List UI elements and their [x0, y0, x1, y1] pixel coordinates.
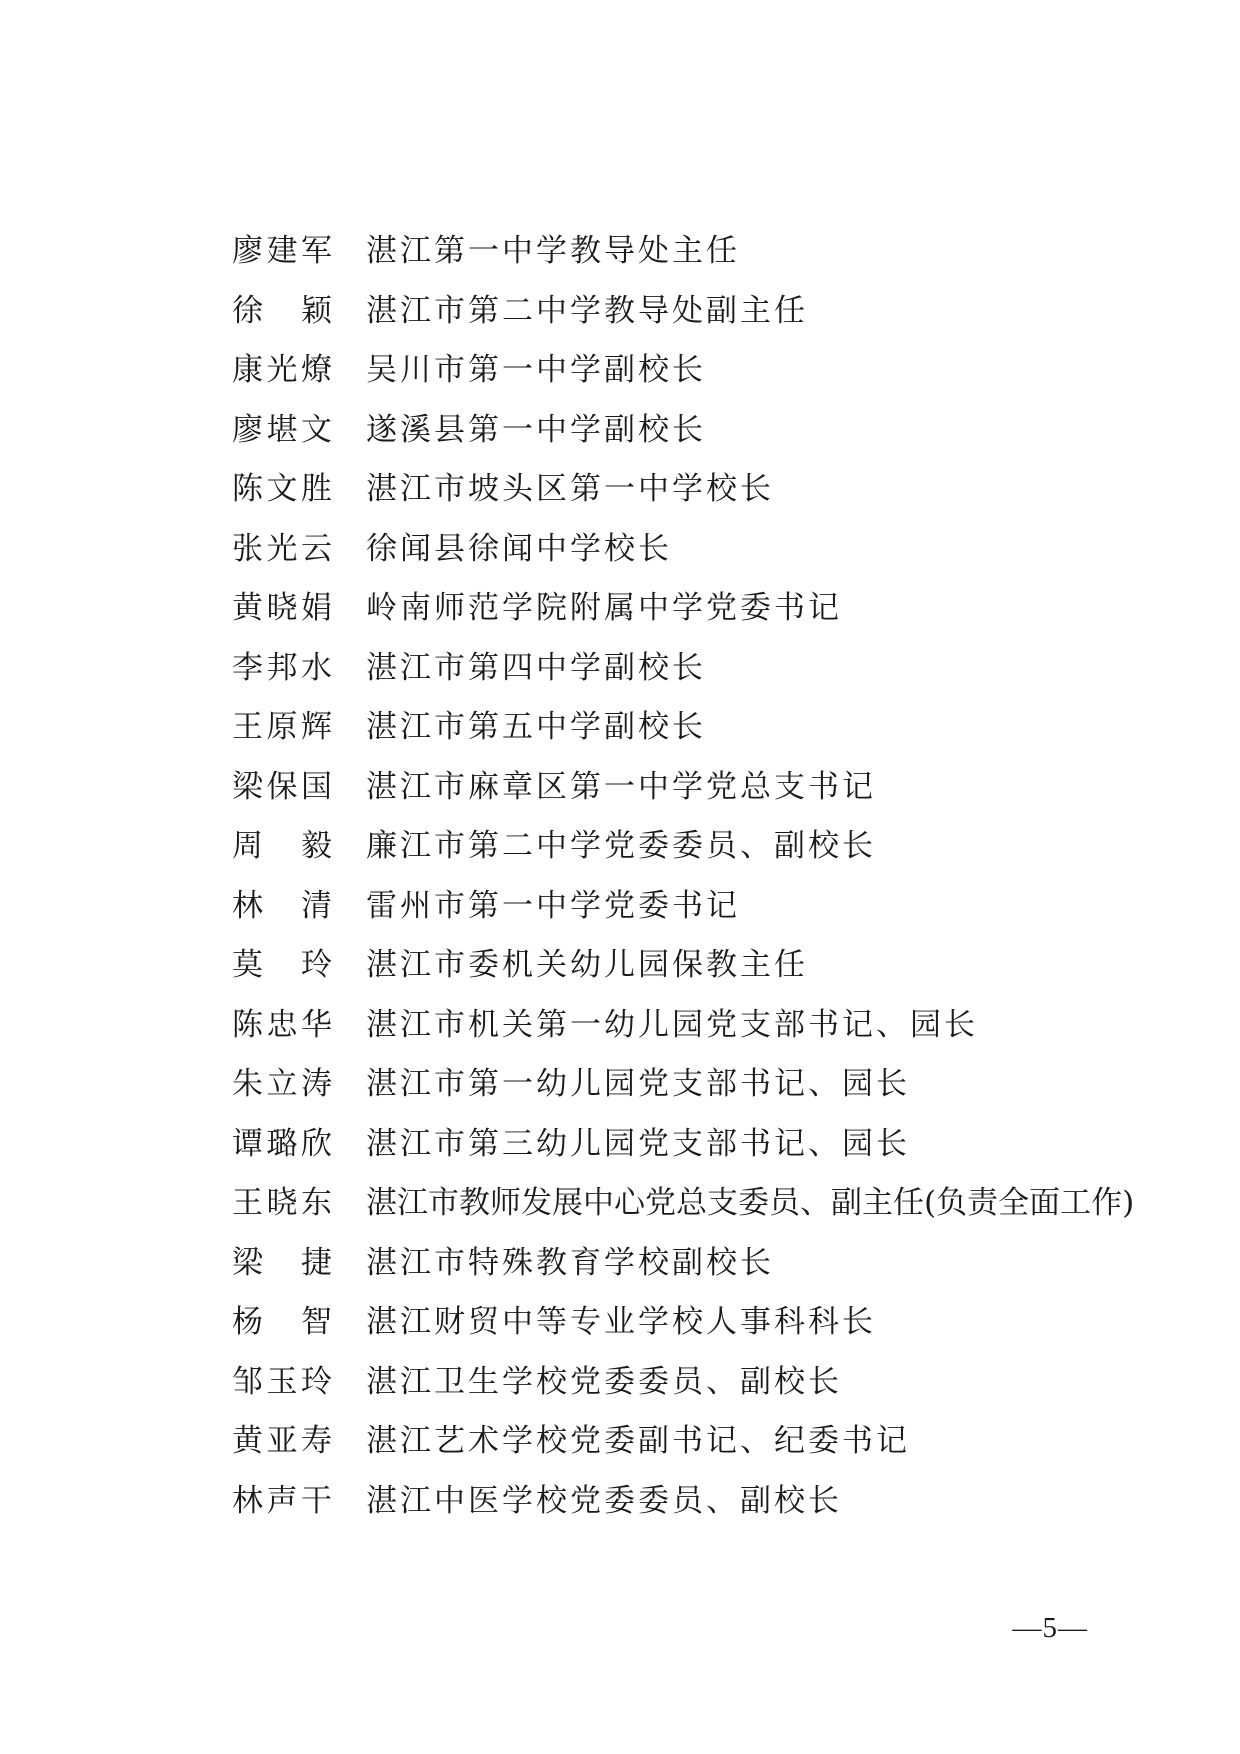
person-name: 林 声 干	[232, 1482, 332, 1519]
list-item	[232, 1234, 1112, 1294]
position-title: 湛江艺术学校党委副书记、纪委书记	[366, 1423, 910, 1459]
person-name: 陈 文 胜	[232, 471, 332, 507]
position-title: 湛江市第三幼儿园党支部书记、园长	[366, 1125, 910, 1162]
person-name: 朱 立 涛	[232, 1066, 332, 1102]
position-title: 吴川市第一中学副校长	[366, 352, 706, 388]
person-name: 黄 亚 寿	[232, 1423, 332, 1459]
person-name: 杨 智	[232, 1304, 332, 1340]
position-title: 廉江市第二中学党委委员、副校长	[366, 828, 876, 864]
list-item	[232, 520, 1112, 580]
position-title: 湛江市特殊教育学校副校长	[366, 1244, 774, 1281]
list-item	[232, 758, 1112, 818]
position-title: 湛江卫生学校党委委员、副校长	[366, 1363, 842, 1400]
position-title: 雷州市第一中学党委书记	[366, 887, 740, 924]
person-name: 邹 玉 玲	[232, 1363, 332, 1400]
position-title: 湛江市教师发展中心党总支委员、副主任(负责全面工作)	[366, 1185, 1135, 1221]
person-name: 梁 保 国	[232, 768, 332, 805]
position-title: 湛江市第一幼儿园党支部书记、园长	[366, 1066, 910, 1102]
list-item	[232, 817, 1112, 877]
list-item	[232, 698, 1112, 758]
list-item	[232, 282, 1112, 342]
list-item	[232, 1174, 1135, 1234]
position-title: 湛江市第四中学副校长	[366, 649, 706, 686]
position-title: 湛江市委机关幼儿园保教主任	[366, 947, 808, 983]
list-item	[232, 460, 1112, 520]
person-name: 王 原 辉	[232, 709, 332, 745]
list-item	[232, 936, 1112, 996]
list-item	[232, 1055, 1112, 1115]
position-title: 湛江中医学校党委委员、副校长	[366, 1482, 842, 1519]
person-name: 李 邦 水	[232, 649, 332, 686]
position-title: 徐闻县徐闻中学校长	[366, 530, 672, 567]
person-name: 周 毅	[232, 828, 332, 864]
position-title: 湛江市麻章区第一中学党总支书记	[366, 768, 876, 805]
list-item	[232, 401, 1112, 461]
list-item	[232, 222, 1112, 282]
list-item	[232, 877, 1112, 937]
person-name: 廖 堪 文	[232, 411, 332, 448]
list-item	[232, 579, 1112, 639]
person-name: 康 光 燎	[232, 352, 332, 388]
position-title: 湛江市机关第一幼儿园党支部书记、园长	[366, 1006, 978, 1043]
position-title: 遂溪县第一中学副校长	[366, 411, 706, 448]
list-item	[232, 341, 1112, 401]
position-title: 湛江市坡头区第一中学校长	[366, 471, 774, 507]
person-name: 徐 颖	[232, 292, 332, 329]
list-item	[232, 996, 1112, 1056]
list-item	[232, 1293, 1112, 1353]
person-name: 陈 忠 华	[232, 1006, 332, 1043]
list-item	[232, 1353, 1112, 1413]
list-item	[232, 1472, 1112, 1532]
list-item	[232, 1412, 1112, 1472]
person-name: 谭 璐 欣	[232, 1125, 332, 1162]
page-number: —5—	[1012, 1612, 1088, 1644]
position-title: 湛江第一中学教导处主任	[366, 233, 740, 269]
person-name: 黄 晓 娟	[232, 590, 332, 626]
list-item	[232, 1115, 1112, 1175]
list-item	[232, 639, 1112, 699]
person-name: 梁 捷	[232, 1244, 332, 1281]
person-name: 王 晓 东	[232, 1185, 332, 1221]
position-title: 湛江市第二中学教导处副主任	[366, 292, 808, 329]
person-name: 张 光 云	[232, 530, 332, 567]
position-title: 岭南师范学院附属中学党委书记	[366, 590, 842, 626]
person-name: 廖 建 军	[232, 233, 332, 269]
person-name: 林 清	[232, 887, 332, 924]
person-name: 莫 玲	[232, 947, 332, 983]
personnel-list	[232, 222, 1135, 1531]
position-title: 湛江财贸中等专业学校人事科科长	[366, 1304, 876, 1340]
position-title: 湛江市第五中学副校长	[366, 709, 706, 745]
